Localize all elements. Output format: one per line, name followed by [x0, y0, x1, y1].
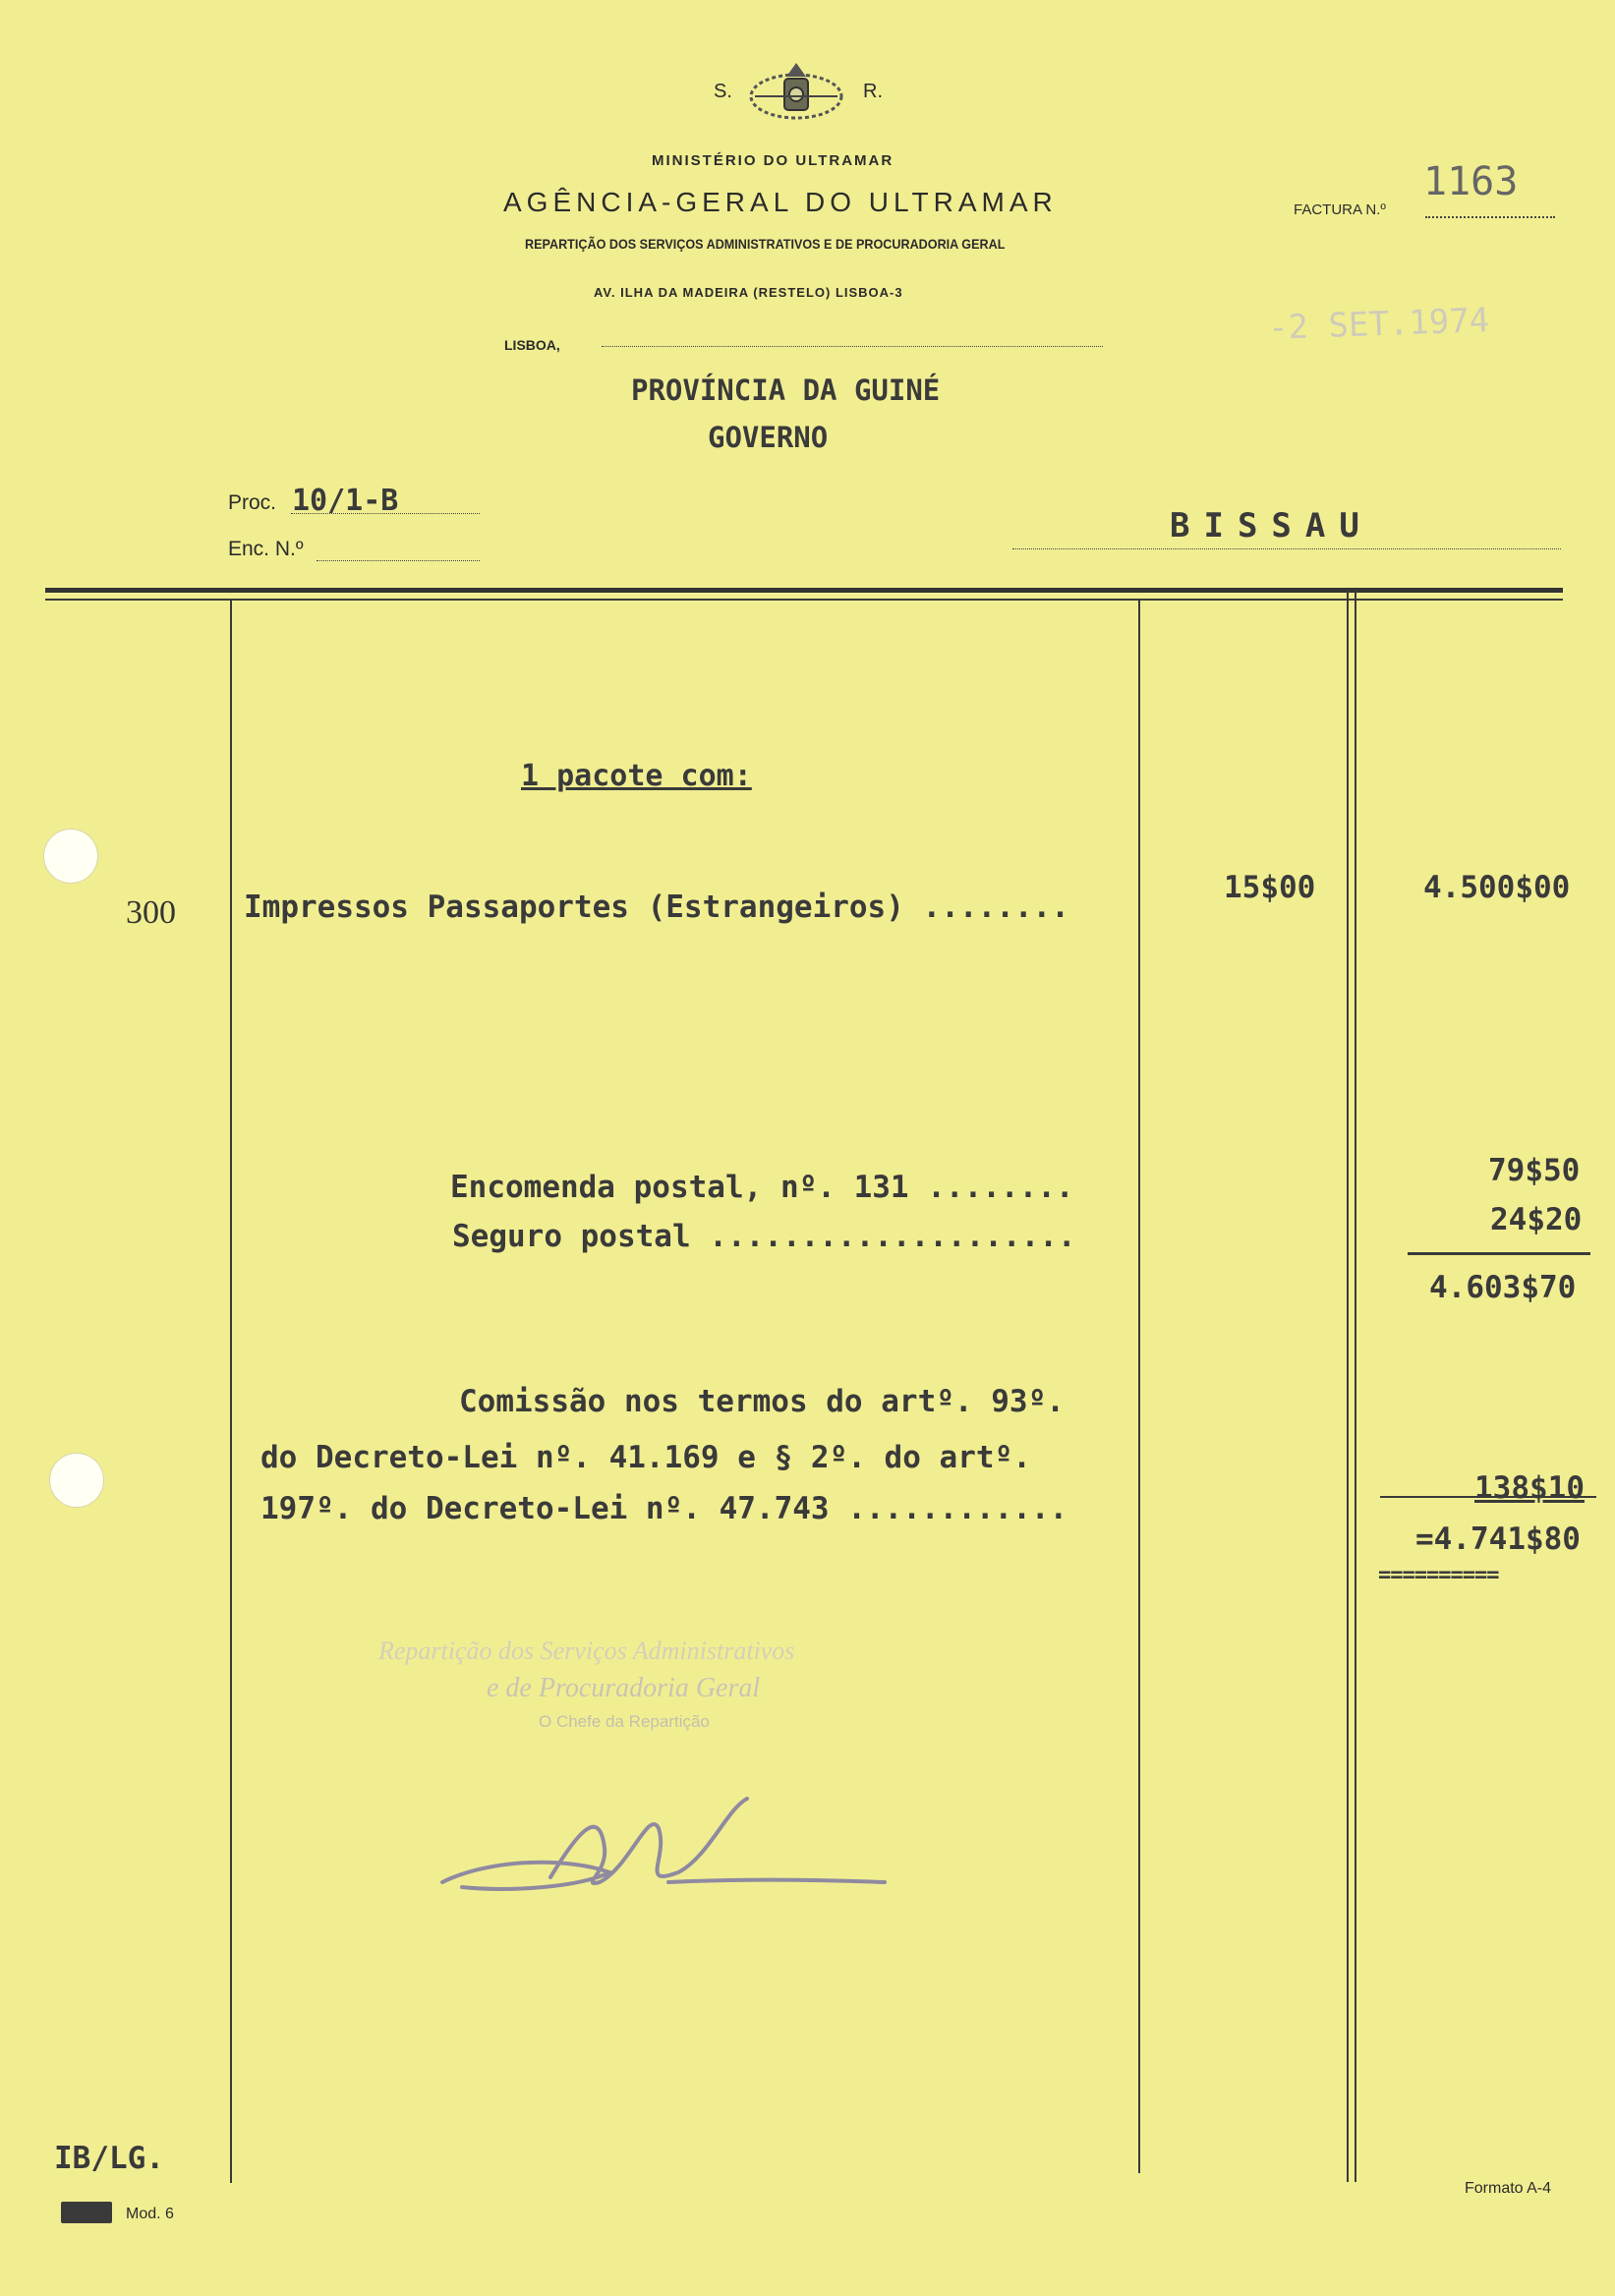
grand-total: =4.741$80: [1415, 1521, 1581, 1557]
commission-line-3: 197º. do Decreto-Lei nº. 47.743 ............: [260, 1491, 1068, 1526]
city-line: [1012, 548, 1561, 549]
recipient-province: PROVÍNCIA DA GUINÉ: [631, 373, 941, 407]
table-top-rule-thin: [45, 599, 1563, 601]
address-line: AV. ILHA DA MADEIRA (RESTELO) LISBOA-3: [594, 285, 903, 300]
proc-label: Proc.: [228, 491, 277, 514]
lisboa-date-line: [602, 346, 1103, 347]
postal-order-amount: 79$50: [1488, 1153, 1581, 1188]
commission-line-1: Comissão nos termos do artº. 93º.: [459, 1384, 1065, 1419]
column-divider-qty: [230, 601, 232, 2183]
item-total: 4.500$00: [1423, 870, 1571, 905]
recipient-city: BISSAU: [1170, 506, 1373, 545]
lisboa-label: LISBOA,: [504, 337, 560, 353]
item-description: Impressos Passaportes (Estrangeiros) ........: [244, 890, 1069, 925]
column-divider-price: [1138, 601, 1140, 2173]
date-stamp: -2 SET.1974: [1267, 301, 1490, 348]
stamp-line-1: Repartição dos Serviços Administrativos: [378, 1636, 795, 1665]
stamp-line-2: e de Procuradoria Geral: [487, 1673, 761, 1703]
proc-line: [291, 513, 480, 514]
punch-hole-bottom: [49, 1453, 104, 1508]
subtotal-amount: 4.603$70: [1429, 1270, 1577, 1305]
enc-line: [317, 560, 480, 561]
recipient-government: GOVERNO: [708, 421, 829, 454]
postal-order-line: Encomenda postal, nº. 131 ........: [450, 1170, 1074, 1205]
table-top-rule-thick: [45, 588, 1563, 593]
s-mark: S.: [714, 81, 732, 102]
package-heading: 1 pacote com:: [521, 759, 752, 793]
commission-line-2: do Decreto-Lei nº. 41.169 e § 2º. do artº.: [260, 1440, 1031, 1475]
item-quantity: 300: [126, 894, 176, 931]
postal-insurance-amount: 24$20: [1490, 1202, 1583, 1237]
commission-amount: 138$10: [1474, 1470, 1585, 1506]
punch-hole-top: [43, 829, 98, 884]
signature: [433, 1789, 904, 1907]
initials: IB/LG.: [54, 2141, 164, 2176]
format-label: Formato A-4: [1465, 2180, 1552, 2197]
subtotal-rule: [1408, 1252, 1590, 1255]
agency-title: AGÊNCIA-GERAL DO ULTRAMAR: [503, 187, 1058, 217]
postal-insurance-line: Seguro postal ....................: [452, 1219, 1076, 1254]
invoice-number-line: [1425, 216, 1555, 218]
grand-total-double-rule: ==========: [1378, 1563, 1499, 1587]
ministry-title: MINISTÉRIO DO ULTRAMAR: [652, 152, 894, 169]
coat-of-arms-icon: [747, 57, 845, 136]
r-mark: R.: [863, 81, 883, 102]
proc-value: 10/1-B: [292, 484, 399, 518]
column-divider-total-a: [1347, 590, 1349, 2182]
invoice-label: FACTURA N.º: [1294, 201, 1386, 218]
invoice-number: 1163: [1423, 159, 1519, 204]
column-divider-total-b: [1355, 590, 1356, 2182]
item-unit-price: 15$00: [1224, 870, 1316, 905]
department-title: REPARTIÇÃO DOS SERVIÇOS ADMINISTRATIVOS E DE PROCURADORIA GERAL: [525, 236, 1006, 252]
stamp-line-3: O Chefe da Repartição: [539, 1712, 710, 1731]
printer-logo-icon: [61, 2202, 112, 2223]
enc-label: Enc. N.º: [228, 538, 304, 560]
model-label: Mod. 6: [126, 2206, 174, 2222]
